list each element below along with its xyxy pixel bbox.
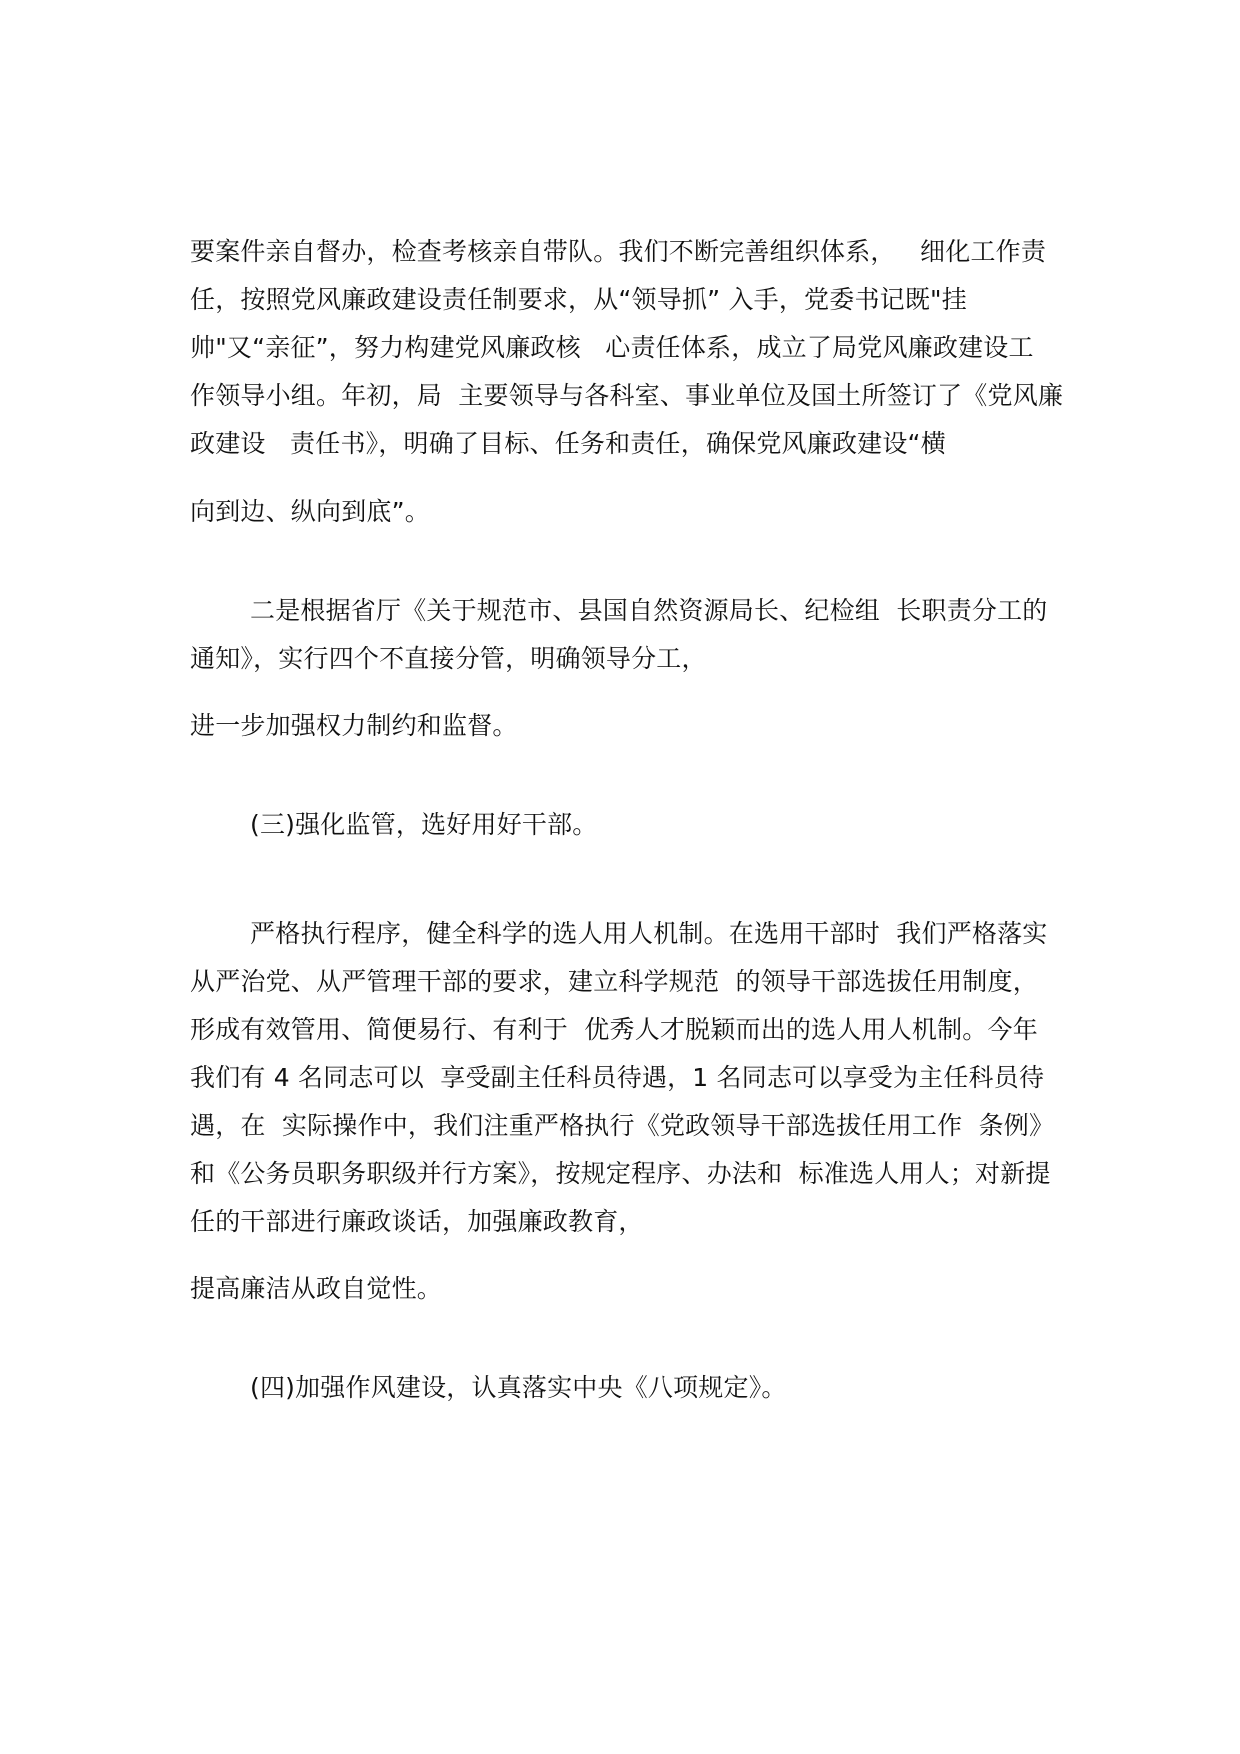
text-line: 政建设 责任书》，明确了目标、任务和责任，确保党风廉政建设“横 [190, 429, 946, 458]
text-line: 和《公务员职务职级并行方案》，按规定程序、办法和 标准选人用人；对新提 [190, 1159, 1051, 1188]
text-line: 遇，在 实际操作中，我们注重严格执行《党政领导干部选拔任用工作 条例》 [190, 1111, 1055, 1140]
text-line: 从严治党、从严管理干部的要求，建立科学规范 的领导干部选拔任用制度， [190, 967, 1038, 996]
section-heading: (三)强化监管，选好用好干部。 [250, 810, 598, 839]
text-line: 提高廉洁从政自觉性。 [190, 1274, 443, 1303]
text-line: 作领导小组。年初，局 主要领导与各科室、事业单位及国土所签订了《党风廉 [190, 381, 1064, 410]
text-line: 二是根据省厅《关于规范市、县国自然资源局长、纪检组 长职责分工的 [250, 596, 1048, 625]
text-line: 要案件亲自督办，检查考核亲自带队。我们不断完善组织体系， 细化工作责 [190, 237, 1047, 266]
text-line: 向到边、纵向到底”。 [190, 497, 430, 526]
text-line: 严格执行程序，健全科学的选人用人机制。在选用干部时 我们严格落实 [250, 919, 1048, 948]
text-line: 进一步加强权力制约和监督。 [190, 711, 518, 740]
text-line: 通知》，实行四个不直接分管，明确领导分工， [190, 644, 707, 673]
text-line: 帅"又“亲征”，努力构建党风廉政核 心责任体系，成立了局党风廉政建设工 [190, 333, 1034, 362]
text-line: 形成有效管用、简便易行、有利于 优秀人才脱颖而出的选人用人机制。今年 [190, 1015, 1038, 1044]
text-line: 我们有 4 名同志可以 享受副主任科员待遇，1 名同志可以享受为主任科员待 [190, 1063, 1045, 1092]
text-line: 任的干部进行廉政谈话，加强廉政教育， [190, 1207, 644, 1236]
text-line: 任，按照党风廉政建设责任制要求，从“领导抓” 入手，党委书记既"挂 [190, 285, 967, 314]
section-heading: (四)加强作风建设，认真落实中央《八项规定》。 [250, 1373, 787, 1402]
